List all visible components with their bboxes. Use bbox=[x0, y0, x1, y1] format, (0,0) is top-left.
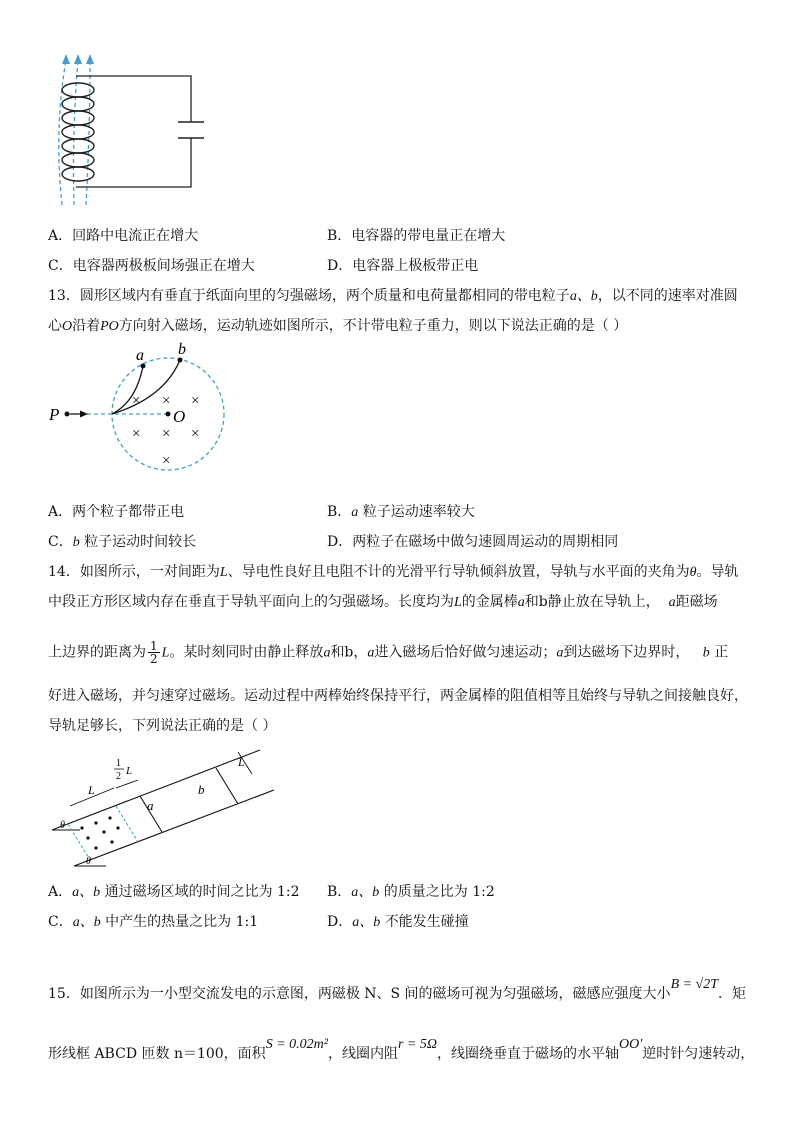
q14-stem-line2: 中段正方形区域内存在垂直于导轨平面向上的匀强磁场。长度均为L的金属棒a和b静止放在导轨上， a距磁场 bbox=[48, 594, 718, 610]
q12-option-b: B．电容器的带电量正在增大 bbox=[327, 228, 506, 244]
q14-rails-figure bbox=[46, 748, 276, 870]
q15-stem-line2: 形线框 ABCD 匝数 n＝100，面积S = 0.02m²，线圈内阻r = 5Ω，线圈绕垂直于磁场的水平轴OO′逆时针匀速转动， bbox=[48, 1037, 755, 1062]
q14-option-c: C．a、b 中产生的热量之比为 1:1 bbox=[48, 914, 259, 930]
q14-option-b: B．a、b 的质量之比为 1:2 bbox=[327, 884, 495, 900]
q13-option-a: A．两个粒子都带正电 bbox=[48, 504, 185, 520]
field-cross: × bbox=[162, 453, 171, 469]
q14-stem-line4: 好进入磁场，并匀速穿过磁场。运动过程中两棒始终保持平行，两金属棒的阻值相等且始终与导轨之间接触良好， bbox=[48, 688, 748, 704]
q13-option-c: C．b 粒子运动时间较长 bbox=[48, 534, 197, 550]
label-p: P bbox=[49, 405, 60, 424]
q12-option-c: C．电容器两极板间场强正在增大 bbox=[48, 258, 255, 274]
label-half-den: 2 bbox=[116, 771, 121, 782]
q12-circuit-figure bbox=[48, 50, 208, 210]
label-L-left: L bbox=[88, 783, 95, 797]
label-rod-b: b bbox=[198, 782, 205, 797]
fraction-half: $\frac{1}{2}$ bbox=[150, 639, 158, 666]
center-o-dot bbox=[166, 412, 171, 417]
label-half-L: L bbox=[126, 765, 133, 777]
label-b: b bbox=[178, 341, 186, 358]
label-L-right: L bbox=[238, 755, 245, 769]
label-o: O bbox=[173, 407, 186, 426]
q13-option-b: B．a 粒子运动速率较大 bbox=[327, 504, 475, 520]
q15-stem-line1: 15．如图所示为一小型交流发电的示意图，两磁极 N、S 间的磁场可视为匀强磁场，磁感应强度大小B = √2T．矩 bbox=[48, 977, 747, 1002]
field-cross: × bbox=[162, 426, 171, 442]
q14-option-a: A．a、b 通过磁场区域的时间之比为 1:2 bbox=[48, 884, 300, 900]
q14-stem-line5: 导轨足够长，下列说法正确的是（ ） bbox=[48, 718, 277, 734]
q14-stem-line3: 上边界的距离为 $\frac{1}{2}$ L。某时刻同时由静止释放a和b，a进入磁场后恰好做匀速运动；a到达磁场下边界时， b 正 bbox=[48, 639, 729, 666]
label-theta: θ bbox=[60, 820, 65, 831]
q12-option-d: D．电容器上极板带正电 bbox=[327, 258, 479, 274]
capacitor bbox=[178, 122, 204, 138]
field-cross: × bbox=[132, 426, 141, 442]
field-cross: × bbox=[162, 393, 171, 409]
q13-stem-line1: 13．圆形区域内有垂直于纸面向里的匀强磁场，两个质量和电荷量都相同的带电粒子a、b，以不同的速率对准圆 bbox=[48, 288, 738, 304]
q14-stem-line1: 14．如图所示，一对间距为L、导电性良好且电阻不计的光滑平行导轨倾斜放置，导轨与水平面的夹角为θ。导轨 bbox=[48, 564, 739, 580]
label-half-num: 1 bbox=[116, 758, 121, 769]
point-p-dot bbox=[65, 412, 70, 417]
exit-dot-a bbox=[141, 364, 146, 369]
field-cross: × bbox=[132, 393, 141, 409]
q13-option-d: D．两粒子在磁场中做匀速圆周运动的周期相同 bbox=[327, 534, 619, 550]
field-arrow-heads bbox=[62, 54, 94, 64]
q13-stem-line2: 心O沿着PO方向射入磁场，运动轨迹如图所示，不计带电粒子重力，则以下说法正确的是（ ） bbox=[48, 318, 628, 334]
field-dots bbox=[80, 816, 119, 849]
q14-option-d: D．a、b 不能发生碰撞 bbox=[327, 914, 469, 930]
label-a: a bbox=[136, 347, 144, 364]
q13-magnetic-field-figure bbox=[46, 340, 236, 478]
field-cross: × bbox=[191, 426, 200, 442]
label-rod-a: a bbox=[147, 798, 154, 813]
field-cross: × bbox=[191, 393, 200, 409]
exit-dot-b bbox=[178, 358, 183, 363]
dimension-marks bbox=[70, 752, 252, 806]
label-theta-lower: θ bbox=[86, 856, 91, 867]
field-lines bbox=[59, 60, 90, 205]
q12-option-a: A．回路中电流正在增大 bbox=[48, 228, 199, 244]
velocity-arrow bbox=[80, 411, 88, 418]
